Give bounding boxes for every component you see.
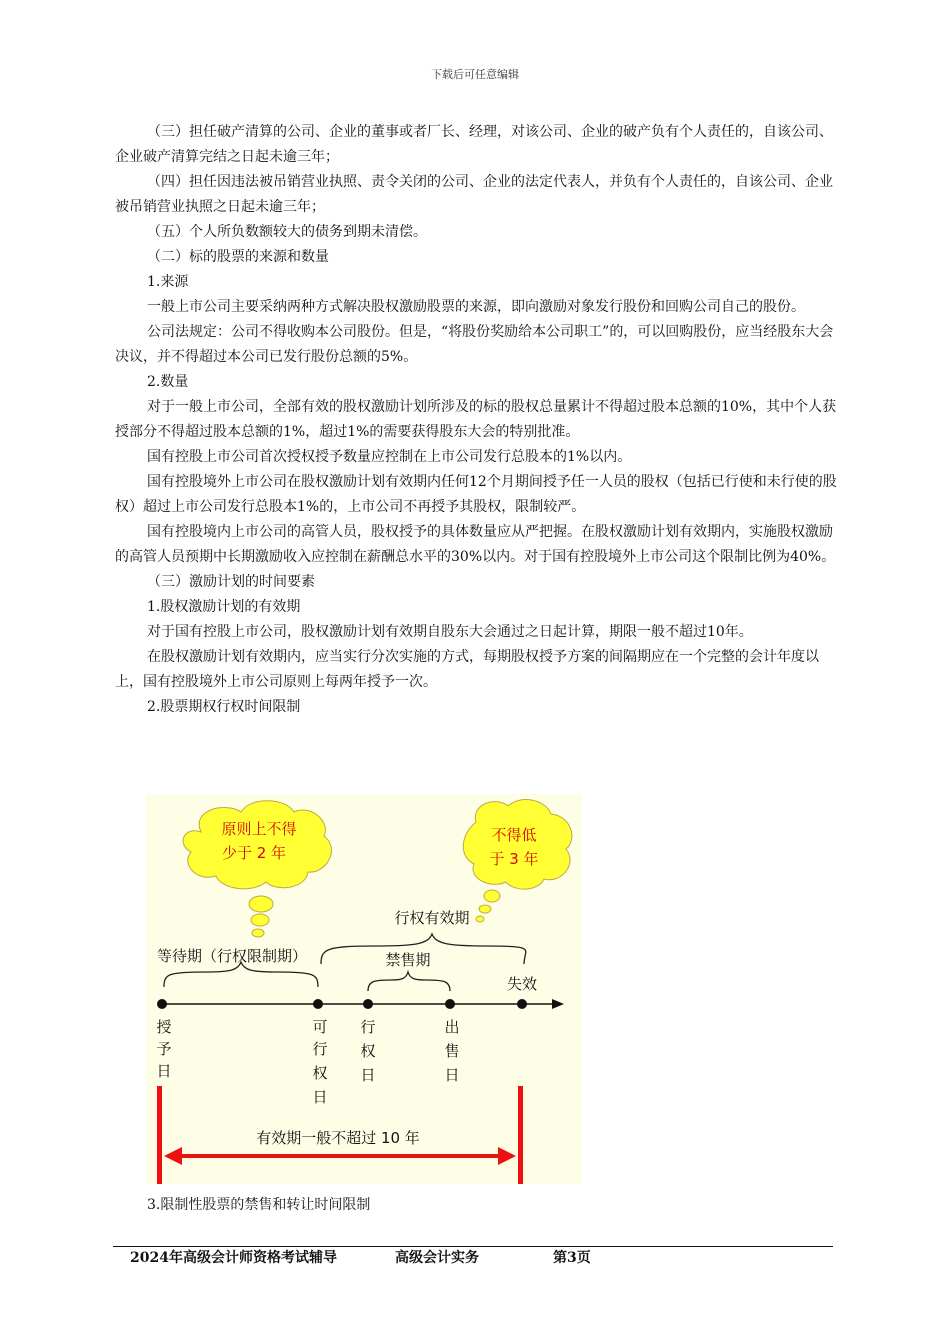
footer-title: 2024年高级会计师资格考试辅导 [130, 1250, 337, 1266]
subsection-heading: 1.股权激励计划的有效期 [147, 599, 301, 615]
point-vest [313, 999, 323, 1009]
grant-day-char: 日 [156, 1062, 172, 1080]
point-expire [517, 999, 527, 1009]
paragraph: 国有控股境内上市公司的高管人员，股权授予的具体数量应从严把握。在股权激励计划有效期内，实施股权激励的高管人员预期中长期激励收入应控制在薪酬总水平的30%以内。对于国有控股境外上市公司这个限制比例为40%。 [115, 524, 836, 565]
timeline-svg [146, 794, 582, 1184]
label-expire: 失效 [506, 975, 538, 993]
paragraph: 公司法规定：公司不得收购本公司股份。但是，“将股份奖励给本公司职工”的，可以回购股份，应当经股东大会决议，并不得超过本公司已发行股份总额的5%。 [115, 324, 834, 365]
paragraph: 国有控股上市公司首次授权授予数量应控制在上市公司发行总股本的1%以内。 [147, 449, 632, 465]
sale-day-char: 售 [444, 1042, 460, 1060]
bubble-dot [252, 929, 264, 937]
paragraph: 在股权激励计划有效期内，应当实行分次实施的方式，每期股权授予方案的间隔期应在一个完整的会计年度以上，国有控股境外上市公司原则上每两年授予一次。 [115, 649, 819, 690]
section-heading: （二）标的股票的来源和数量 [147, 249, 329, 265]
point-grant [157, 999, 167, 1009]
option-timeline-diagram [146, 794, 582, 1184]
paragraph: 对于一般上市公司，全部有效的股权激励计划所涉及的标的股权总量累计不得超过股本总额的10%，其中个人获授部分不得超过股本总额的1%，超过1%的需要获得股东大会的特别批准。 [115, 399, 837, 440]
bubble-left-line1: 原则上不得 [221, 820, 297, 838]
exercise-day-char: 行 [360, 1018, 376, 1036]
subsection-heading: 2.数量 [147, 374, 189, 390]
page-footer [130, 1247, 591, 1267]
vest-day-char: 行 [312, 1040, 328, 1058]
point-sale [445, 999, 455, 1009]
vest-day-char: 权 [312, 1064, 328, 1082]
grant-day-char: 予 [156, 1040, 172, 1058]
bubble-right-line2: 于 3 年 [489, 850, 539, 868]
exercise-day-char: 日 [360, 1066, 376, 1084]
footer-subject: 高级会计实务 [394, 1250, 479, 1266]
bubble-dot [479, 905, 491, 913]
subsection-heading: 1.来源 [147, 274, 189, 290]
vest-day-char: 可 [312, 1018, 328, 1036]
sale-day-char: 出 [444, 1018, 460, 1036]
subsection-heading: 2.股票期权行权时间限制 [147, 699, 301, 715]
red-bar-left [157, 1086, 162, 1184]
grant-day-char: 授 [156, 1018, 172, 1036]
paragraph: 国有控股境外上市公司在股权激励计划有效期内任何12个月期间授予任一人员的股权（包括已行使和未行使的股权）超过上市公司发行总股本1%的，上市公司不再授予其股权，限制较严。 [115, 474, 837, 515]
bubble-left-line2: 少于 2 年 [221, 844, 287, 862]
bubble-dot [476, 916, 484, 922]
bubble-dot [484, 890, 500, 902]
body-text [115, 120, 837, 720]
page-header: 下载后可任意编辑 [431, 68, 519, 81]
subsection-heading: 3.限制性股票的禁售和转让时间限制 [147, 1197, 371, 1213]
sale-day-char: 日 [444, 1066, 460, 1084]
label-lockup-period: 禁售期 [385, 951, 431, 969]
footer-page-number: 第3页 [552, 1250, 591, 1266]
label-validity-note: 有效期一般不超过 10 年 [256, 1129, 420, 1147]
bubble-dot [249, 896, 273, 912]
paragraph: （四）担任因违法被吊销营业执照、责令关闭的公司、企业的法定代表人，并负有个人责任的，自该公司、企业被吊销营业执照之日起未逾三年； [115, 174, 833, 215]
paragraph: 一般上市公司主要采纳两种方式解决股权激励股票的来源，即向激励对象发行股份和回购公司自己的股份。 [147, 299, 805, 315]
bubble-dot [251, 914, 269, 926]
bubble-right-line1: 不得低 [491, 826, 537, 844]
red-bar-right [518, 1086, 523, 1184]
paragraph: （五）个人所负数额较大的债务到期未清偿。 [147, 224, 427, 240]
label-waiting-period: 等待期（行权限制期） [156, 947, 308, 965]
section-heading: （三）激励计划的时间要素 [147, 574, 315, 590]
paragraph: 对于国有控股上市公司，股权激励计划有效期自股东大会通过之日起计算，期限一般不超过10年。 [147, 624, 753, 640]
label-exercise-validity: 行权有效期 [394, 909, 470, 927]
exercise-day-char: 权 [360, 1042, 376, 1060]
point-exercise [363, 999, 373, 1009]
paragraph: （三）担任破产清算的公司、企业的董事或者厂长、经理，对该公司、企业的破产负有个人责任的，自该公司、企业破产清算完结之日起未逾三年； [115, 124, 833, 165]
vest-day-char: 日 [312, 1088, 328, 1106]
